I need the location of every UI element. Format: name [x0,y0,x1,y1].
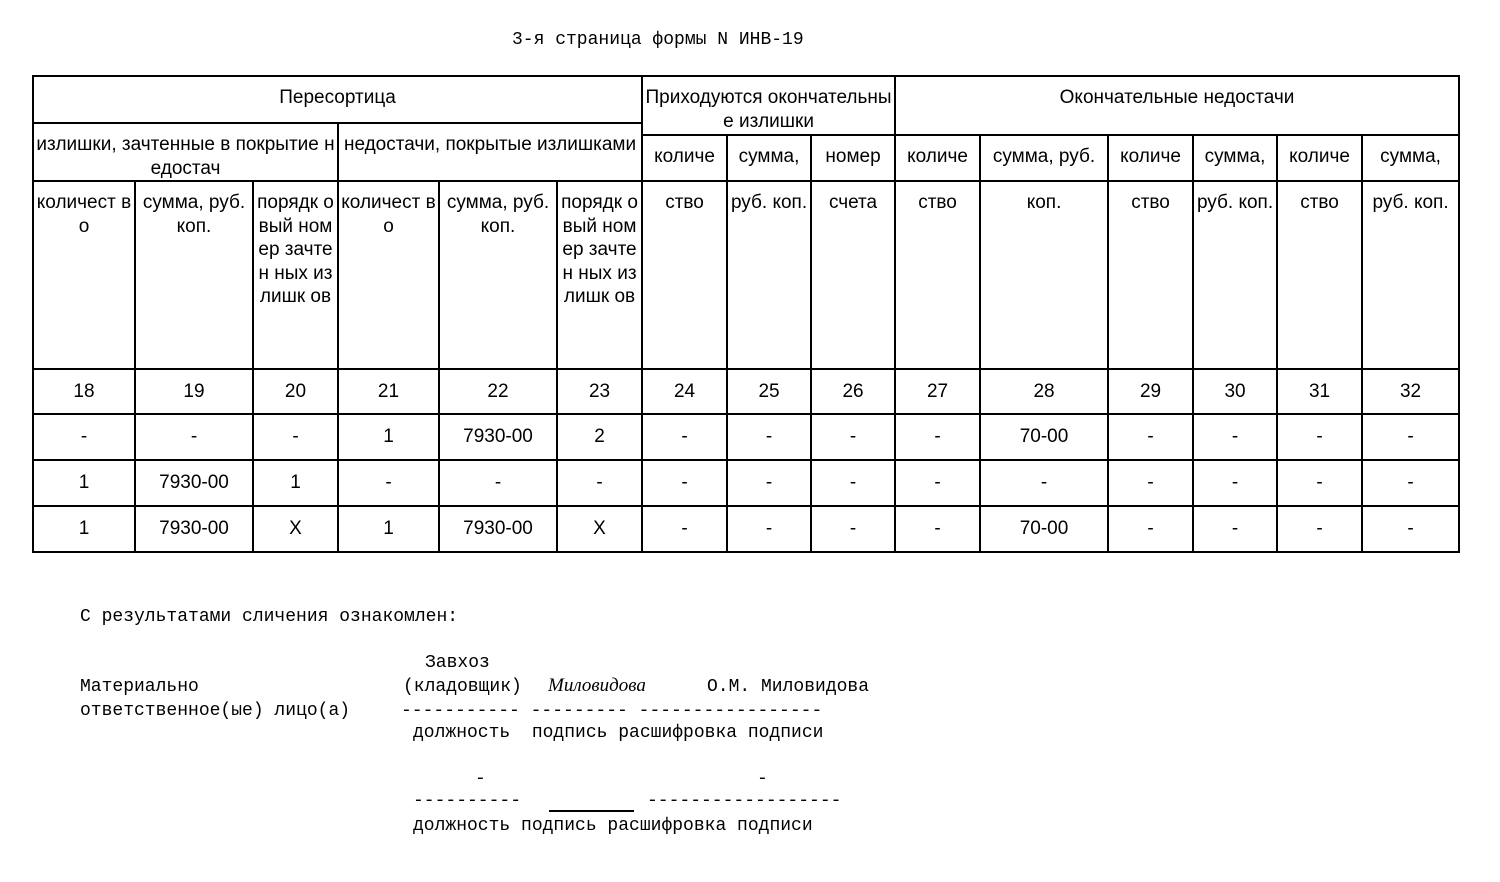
table-row [33,414,1459,460]
header-nedostachi: Окончательные недостачи [895,76,1459,135]
table-cell: 7930-00 [135,506,253,552]
header-cell: количе [895,135,980,181]
table-cell: - [1193,460,1277,506]
table-cell: - [727,414,811,460]
column-number: 25 [727,369,811,414]
signature-captions-2: должность подпись расшифровка подписи [413,816,813,836]
column-number: 21 [338,369,439,414]
subheader-nedostachi-pokrytye: недостачи, покрытые излишками [338,123,642,181]
header-cell: сумма, руб. коп. [439,181,557,369]
header-cell: количест во [33,181,135,369]
column-number: 30 [1193,369,1277,414]
table-cell: - [727,506,811,552]
column-number: 24 [642,369,727,414]
header-cell: руб. коп. [727,181,811,369]
table-cell: - [1193,414,1277,460]
header-cell: ство [1108,181,1193,369]
column-number: 32 [1362,369,1459,414]
table-cell: 1 [253,460,338,506]
signature-decoding: О.М. Миловидова [707,677,870,697]
table-cell: - [895,460,980,506]
table-cell: - [811,460,895,506]
table-cell: - [1362,460,1459,506]
signature-dash-line-1: ----------- --------- ----------------- [401,701,823,721]
header-peresortitsa: Пересортица [33,76,642,123]
header-cell: номер [811,135,895,181]
table-cell: - [1362,414,1459,460]
signature-dash-line-2a: ---------- [413,791,522,811]
header-cell: сумма, [1193,135,1277,181]
signature-underline [549,810,634,812]
table-cell: - [980,460,1108,506]
empty-decoding-dash: - [757,769,768,789]
column-number: 23 [557,369,642,414]
table-cell: - [439,460,557,506]
table-cell: 7930-00 [135,460,253,506]
table-cell: - [642,460,727,506]
header-cell: количест во [338,181,439,369]
table-cell: - [557,460,642,506]
table-cell: 70-00 [980,506,1108,552]
header-cell: счета [811,181,895,369]
table-cell: - [135,414,253,460]
column-number: 26 [811,369,895,414]
header-cell: количе [1108,135,1193,181]
column-number: 18 [33,369,135,414]
signature-captions-1: должность подпись расшифровка подписи [413,723,824,743]
column-number: 20 [253,369,338,414]
table-cell: 1 [338,506,439,552]
column-number: 29 [1108,369,1193,414]
column-number: 19 [135,369,253,414]
signature: Миловидова [548,675,646,696]
signature-dash-line-2b: ------------------ [647,791,842,811]
table-cell: - [33,414,135,460]
table-cell: X [557,506,642,552]
table-cell: - [1277,460,1362,506]
table-cell: 7930-00 [439,506,557,552]
column-number-row [33,369,1459,414]
column-number: 28 [980,369,1108,414]
header-cell: ство [895,181,980,369]
header-cell: порядк овый номер зачтен ных излишк ов [557,181,642,369]
header-cell: руб. коп. [1362,181,1459,369]
table-cell: 70-00 [980,414,1108,460]
table-cell: 1 [33,460,135,506]
table-cell: X [253,506,338,552]
column-number: 31 [1277,369,1362,414]
table-cell: - [895,506,980,552]
subheader-izlishki: излишки, зачтенные в покрытие недостач [33,123,338,181]
header-cell: сумма, руб. [980,135,1108,181]
table-cell: - [253,414,338,460]
table-cell: - [1362,506,1459,552]
header-cell: ство [642,181,727,369]
position-line-2: (кладовщик) [403,677,522,697]
column-number: 22 [439,369,557,414]
table-cell: - [338,460,439,506]
table-cell: - [1277,506,1362,552]
header-cell: руб. коп. [1193,181,1277,369]
header-cell: сумма, [1362,135,1459,181]
table-cell: - [811,414,895,460]
header-cell: количе [642,135,727,181]
table-cell: - [895,414,980,460]
header-cell: сумма, [727,135,811,181]
person-label-1: Материально [80,677,199,697]
header-prikhoduyutsya: Приходуются окончательные излишки [642,76,895,135]
empty-position-dash: - [475,769,486,789]
table-cell: - [1277,414,1362,460]
header-cell: ство [1277,181,1362,369]
header-cell: коп. [980,181,1108,369]
table-cell: - [811,506,895,552]
column-number: 27 [895,369,980,414]
table-cell: - [642,506,727,552]
table-cell: - [727,460,811,506]
table-cell: - [1108,460,1193,506]
table-cell: 1 [33,506,135,552]
table-cell: 2 [557,414,642,460]
table-cell: 1 [338,414,439,460]
person-label-2: ответственное(ые) лицо(а) [80,701,351,721]
table-cell: 7930-00 [439,414,557,460]
header-cell: порядк овый номер зачтен ных излишк ов [253,181,338,369]
table-cell: - [1193,506,1277,552]
table-cell: - [642,414,727,460]
inventory-table [32,75,1460,553]
table-row [33,506,1459,552]
table-cell: - [1108,506,1193,552]
form-title: 3-я страница формы N ИНВ-19 [512,30,804,50]
acquainted-text: С результатами сличения ознакомлен: [80,607,459,627]
table-row [33,460,1459,506]
table-cell: - [1108,414,1193,460]
header-cell: сумма, руб. коп. [135,181,253,369]
header-cell: количе [1277,135,1362,181]
position-line-1: Завхоз [425,653,490,673]
